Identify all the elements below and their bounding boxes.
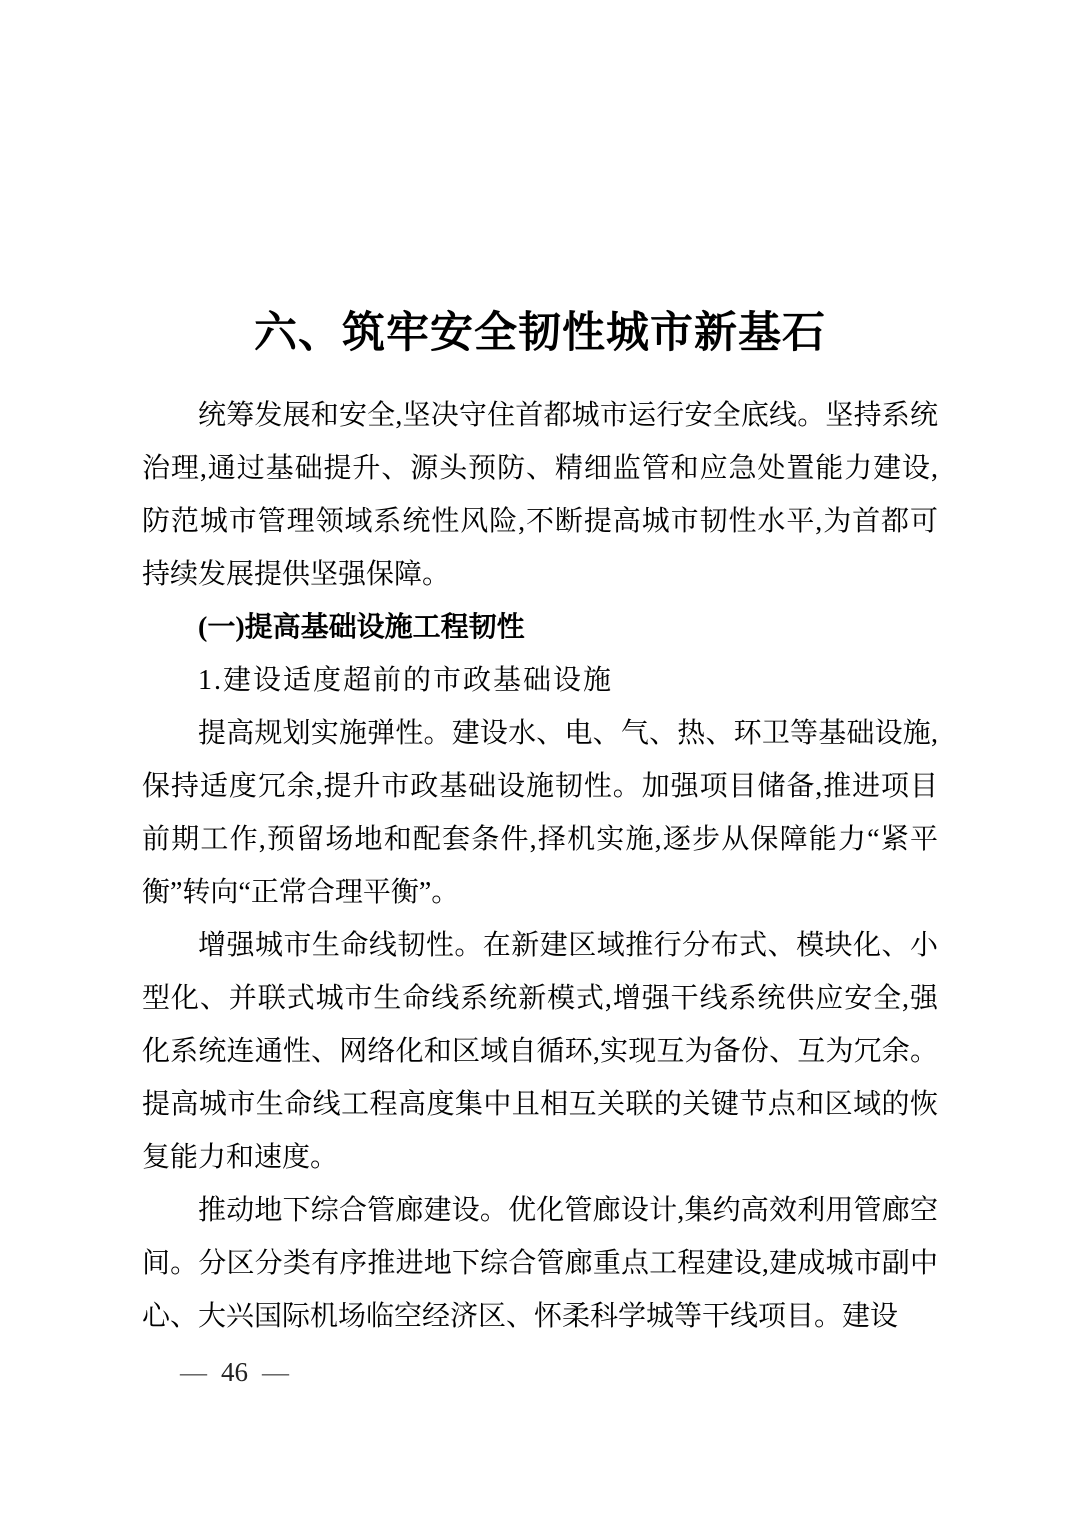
paragraph: 统筹发展和安全,坚决守住首都城市运行安全底线。坚持系统治理,通过基础提升、源头预防、精细监管和应急处置能力建设,防范城市管理领域系统性风险,不断提高城市韧性水平,为首都可持续发展提供坚强保障。 <box>142 400 938 590</box>
page-footer <box>166 1352 303 1392</box>
footer-right-dash: — <box>262 1357 289 1387</box>
footer-left-dash: — <box>180 1357 207 1387</box>
page-number: 46 <box>221 1357 248 1387</box>
paragraph: 推动地下综合管廊建设。优化管廊设计,集约高效利用管廊空间。分区分类有序推进地下综合管廊重点工程建设,建成城市副中心、大兴国际机场临空经济区、怀柔科学城等干线项目。建设 <box>142 1195 938 1332</box>
paragraph: 提高规划实施弹性。建设水、电、气、热、环卫等基础设施,保持适度冗余,提升市政基础设施韧性。加强项目储备,推进项目前期工作,预留场地和配套条件,择机实施,逐步从保障能力“紧平衡”转向“正常合理平衡”。 <box>142 718 938 908</box>
section-heading: (一)提高基础设施工程韧性 <box>198 612 525 643</box>
sub-heading: 1.建设适度超前的市政基础设施 <box>198 665 614 696</box>
document-body <box>142 389 938 1343</box>
paragraph: 增强城市生命线韧性。在新建区域推行分布式、模块化、小型化、并联式城市生命线系统新模式,增强干线系统供应安全,强化系统连通性、网络化和区域自循环,实现互为备份、互为冗余。提高城市生命线工程高度集中且相互关联的关键节点和区域的恢复能力和速度。 <box>142 930 938 1173</box>
page-title: 六、筑牢安全韧性城市新基石 <box>254 309 826 357</box>
